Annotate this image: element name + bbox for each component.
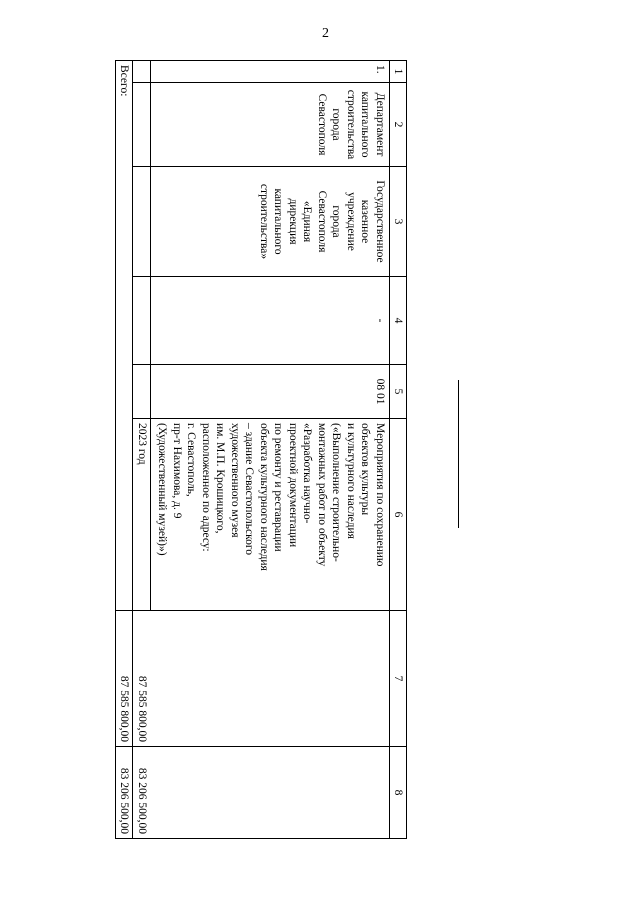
year-empty-1 [133,61,150,83]
total-row [116,61,133,839]
budget-table [115,60,407,839]
year-label: 2023 год [133,419,150,611]
table-row [150,61,389,839]
year-empty-4 [133,277,150,365]
header-col-3: 3 [389,167,406,277]
header-row [389,61,406,839]
header-col-6: 6 [389,419,406,611]
amount7-cell: 87 585 800,00 [133,611,389,747]
year-empty-3 [133,167,150,277]
total-amount7: 87 585 800,00 [116,611,133,747]
signature-rule [458,380,459,528]
col4-cell: - [150,277,389,365]
amount8-cell: 83 206 500,00 [133,747,389,839]
header-col-8: 8 [389,747,406,839]
department-cell: Департамент капитального строительства города Севастополя [150,83,389,167]
institution-cell: Государственное казенное учреждение города Севастополя «Единая дирекция капитального строительства» [150,167,389,277]
year-empty-5 [133,365,150,419]
code-cell: 08 01 [150,365,389,419]
header-col-5: 5 [389,365,406,419]
total-amount8: 83 206 500,00 [116,747,133,839]
row-number: 1. [150,61,389,83]
header-col-1: 1 [389,61,406,83]
total-label: Всего: [116,61,133,611]
page-number: 2 [322,26,329,41]
description-cell: Мероприятия по сохранению объектов культуры и культурного наследия («Выполнение строительно- монтажных работ по объекту «Разработка научно- проектной документации по ремонту и реставрации объекта культурного наследия – здание Севастопольского художественного музея им. М.П. Крошицкого, расположенное по адресу: г. Севастополь, пр-т Нахимова, д. 9 (Художественный музей)») [150,419,389,611]
budget-table-rotated [115,60,407,838]
header-col-4: 4 [389,277,406,365]
header-col-2: 2 [389,83,406,167]
header-col-7: 7 [389,611,406,747]
year-empty-2 [133,83,150,167]
